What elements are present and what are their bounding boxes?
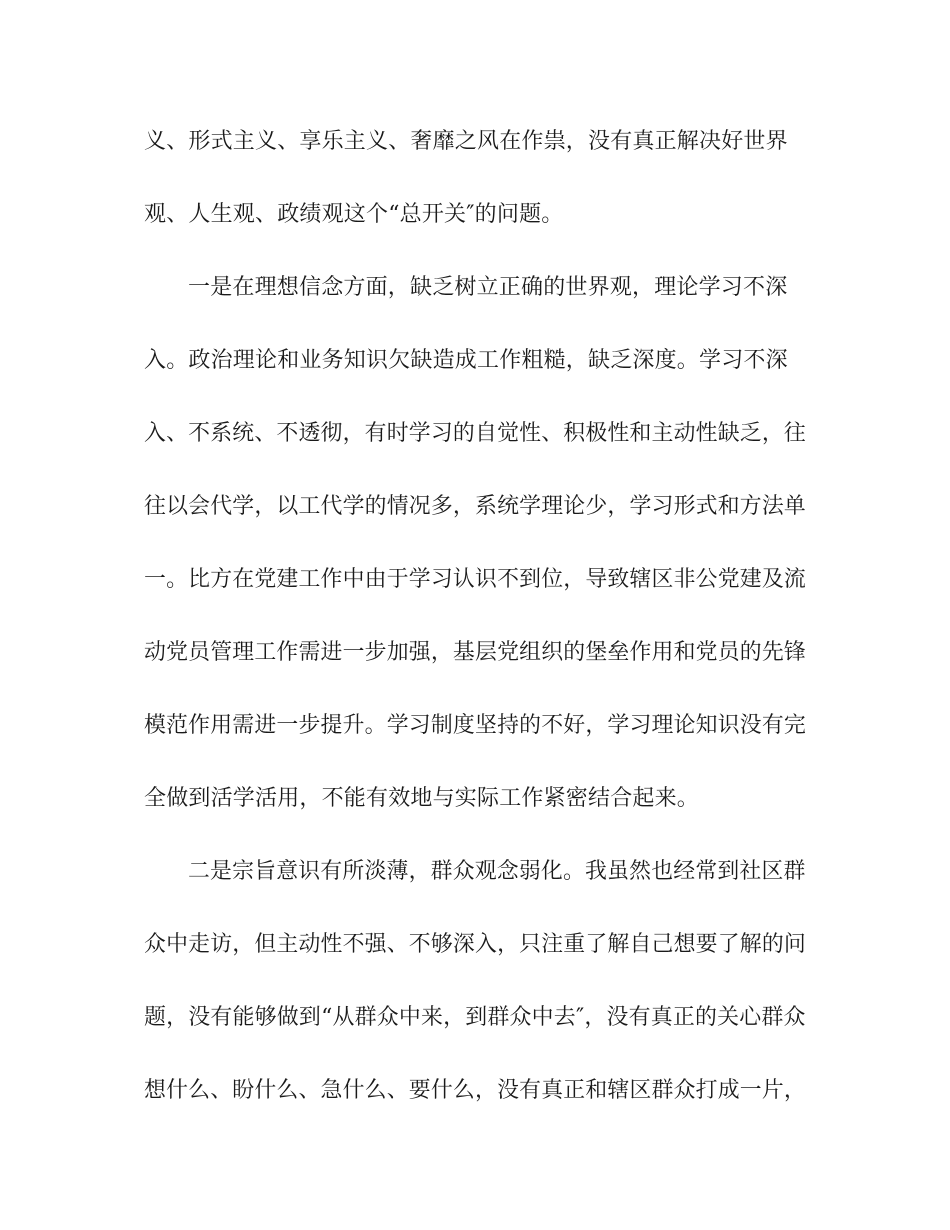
text-line: 往以会代学，以工代学的情况多，系统学理论少，学习形式和方法单 (144, 494, 807, 519)
text-line: 一。比方在党建工作中由于学习认识不到位，导致辖区非公党建及流 (144, 567, 807, 592)
text-line: 义、形式主义、享乐主义、奢靡之风在作祟，没有真正解决好世界 (144, 129, 788, 154)
text-line: 入、不系统、不透彻，有时学习的自觉性、积极性和主动性缺乏，往 (144, 421, 807, 446)
text-line: 众中走访，但主动性不强、不够深入，只注重了解自己想要了解的问 (144, 932, 807, 957)
paragraph-start-line: 一是在理想信念方面，缺乏树立正确的世界观，理论学习不深 (188, 275, 788, 300)
paragraph-start-line: 二是宗旨意识有所淡薄，群众观念弱化。我虽然也经常到社区群 (188, 859, 806, 884)
text-line: 动党员管理工作需进一步加强，基层党组织的堡垒作用和党员的先锋 (144, 640, 807, 665)
text-line: 全做到活学活用，不能有效地与实际工作紧密结合起来。 (144, 786, 700, 811)
text-line: 入。政治理论和业务知识欠缺造成工作粗糙，缺乏深度。学习不深 (144, 348, 788, 373)
text-line: 模范作用需进一步提升。学习制度坚持的不好，学习理论知识没有完 (144, 713, 807, 738)
text-line: 想什么、盼什么、急什么、要什么，没有真正和辖区群众打成一片， (144, 1078, 807, 1103)
text-line: 观、人生观、政绩观这个“总开关″的问题。 (144, 202, 564, 227)
text-line: 题，没有能够做到“从群众中来，到群众中去″，没有真正的关心群众 (144, 1005, 806, 1030)
